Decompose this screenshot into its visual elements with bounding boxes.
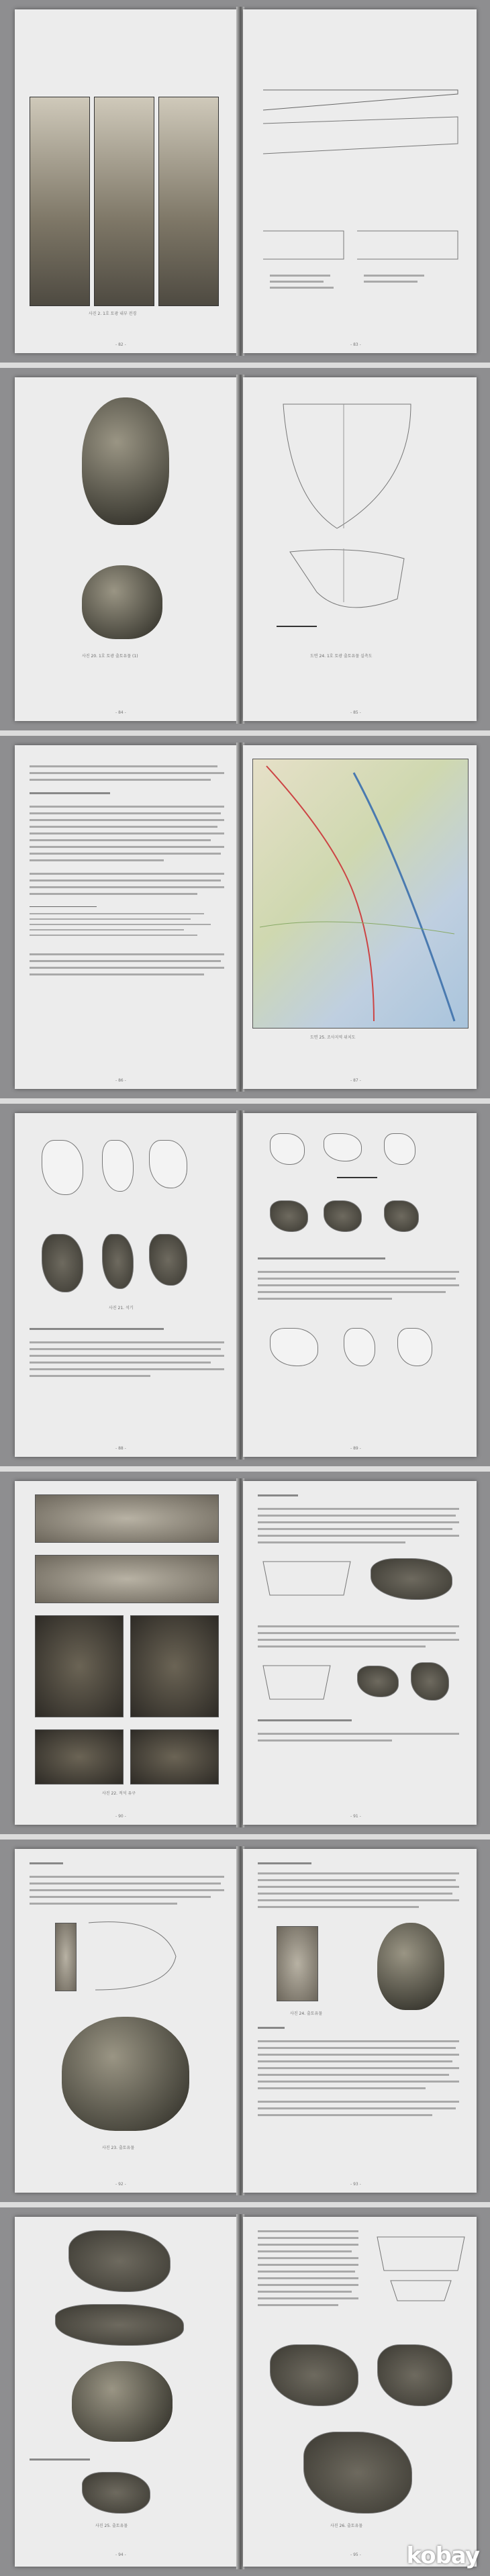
map-roads xyxy=(253,759,468,1028)
page-number: - 92 - xyxy=(115,2182,126,2187)
text-line xyxy=(258,1521,459,1523)
right-page xyxy=(243,2217,477,2567)
text-line xyxy=(30,826,217,828)
text-line xyxy=(258,1639,459,1641)
text-line xyxy=(30,1896,211,1898)
text-line xyxy=(258,1278,456,1280)
photo-caption: 사진 23. 출토유물 xyxy=(102,2146,135,2150)
text-line xyxy=(30,779,211,781)
stone-tool-drawing xyxy=(102,1140,134,1192)
sherd-photo xyxy=(82,2472,150,2514)
page-number: - 85 - xyxy=(350,710,361,715)
text-line xyxy=(30,772,224,774)
section-heading xyxy=(258,2027,285,2029)
text-line xyxy=(258,1284,459,1286)
photo-caption: 사진 2. 1호 토광 내부 전경 xyxy=(89,312,137,316)
footnote-line xyxy=(30,935,197,936)
left-page xyxy=(15,2217,238,2567)
text-line xyxy=(258,2047,456,2049)
left-page xyxy=(15,1481,238,1825)
bowl-fragment-photo xyxy=(55,2304,184,2346)
text-line xyxy=(30,839,211,841)
section-drawing xyxy=(243,9,477,291)
text-line xyxy=(30,1375,150,1377)
text-line xyxy=(258,1515,456,1517)
text-line xyxy=(30,765,217,767)
legend-line xyxy=(270,275,330,277)
text-line xyxy=(258,2257,358,2259)
excavation-photo xyxy=(35,1494,219,1543)
scale-bar xyxy=(337,1177,377,1178)
text-line xyxy=(30,953,224,955)
left-page xyxy=(15,745,238,1089)
text-line xyxy=(258,2291,352,2293)
text-line xyxy=(30,1355,224,1357)
map-caption: 도면 25. 조사지역 위치도 xyxy=(310,1035,356,1040)
artifact-drawing xyxy=(270,1133,305,1165)
legend-line xyxy=(364,275,424,277)
artifact-drawing xyxy=(384,1133,415,1165)
text-line xyxy=(258,1632,456,1634)
page-number: - 82 - xyxy=(115,342,126,347)
stone-tool-photo xyxy=(149,1234,187,1286)
text-line xyxy=(258,2107,456,2109)
text-line xyxy=(30,1882,221,1885)
vessel-profile-drawing xyxy=(82,1916,216,1997)
text-line xyxy=(258,2230,358,2232)
page-number: - 84 - xyxy=(115,710,126,715)
page-number: - 91 - xyxy=(350,1814,361,1819)
left-page xyxy=(15,1849,238,2193)
sherd-photo xyxy=(377,2344,452,2406)
text-line xyxy=(30,893,197,895)
text-line xyxy=(258,2054,459,2056)
text-line xyxy=(258,1535,459,1537)
text-line xyxy=(30,1889,224,1891)
watermark-logo: kobay xyxy=(406,2542,479,2569)
section-heading xyxy=(258,1862,311,1864)
artifact-photo xyxy=(384,1200,419,1232)
text-line xyxy=(258,1899,459,1901)
page-number: - 89 - xyxy=(350,1446,361,1451)
text-line xyxy=(30,819,224,821)
text-line xyxy=(258,2067,459,2069)
text-line xyxy=(30,873,224,875)
book-spread-6 xyxy=(0,1840,490,2202)
text-line xyxy=(258,2284,358,2286)
page-number: - 87 - xyxy=(350,1078,361,1083)
section-heading xyxy=(258,1257,385,1259)
text-line xyxy=(30,960,221,962)
text-line xyxy=(258,1739,392,1742)
footnote-line xyxy=(30,924,211,925)
photo-caption: 사진 24. 출토유물 xyxy=(290,2011,323,2016)
photo-caption: 사진 22. 적석 유구 xyxy=(102,1791,136,1796)
section-heading xyxy=(30,1862,63,1864)
book-spread-1 xyxy=(0,0,490,363)
stone-tool-photo xyxy=(42,1234,83,1292)
page-number: - 94 - xyxy=(115,2553,126,2557)
photo-caption: 사진 25. 출토유물 xyxy=(95,2524,128,2528)
stone-tool-photo xyxy=(102,1234,134,1289)
sherd-photo xyxy=(270,2344,358,2406)
page-number: - 95 - xyxy=(350,2553,361,2557)
stone-tool-drawing xyxy=(149,1140,187,1188)
text-line xyxy=(30,859,164,861)
section-heading xyxy=(30,792,110,794)
text-line xyxy=(30,1362,211,1364)
artifact-drawing xyxy=(270,1328,318,1366)
bowl-photo xyxy=(72,2361,173,2442)
text-line xyxy=(258,2304,338,2306)
text-line xyxy=(258,2114,432,2116)
rubbing-photo xyxy=(277,1926,318,2001)
stone-tool-drawing xyxy=(42,1140,83,1195)
right-page xyxy=(243,1481,477,1825)
artifact-photo xyxy=(324,1200,362,1232)
right-page xyxy=(243,1849,477,2193)
trench-photo-1 xyxy=(30,97,90,306)
text-line xyxy=(258,1733,459,1735)
text-line xyxy=(30,967,224,969)
text-line xyxy=(258,2250,352,2252)
text-line xyxy=(258,1893,452,1895)
scale-bar xyxy=(277,626,317,627)
section-heading xyxy=(258,1494,298,1496)
text-line xyxy=(258,1906,419,1908)
text-line xyxy=(30,1348,221,1350)
text-line xyxy=(258,1528,452,1530)
section-heading xyxy=(30,1328,164,1330)
book-spread-5 xyxy=(0,1472,490,1834)
text-line xyxy=(258,2277,358,2279)
section-heading xyxy=(258,1719,352,1721)
footnote-line xyxy=(30,913,204,914)
photo-caption: 사진 26. 출토유물 xyxy=(330,2524,363,2528)
jar-photo xyxy=(62,2017,189,2131)
text-line xyxy=(258,2271,355,2273)
text-line xyxy=(30,879,221,881)
right-page xyxy=(243,745,477,1089)
text-line xyxy=(258,1298,392,1300)
text-line xyxy=(258,1291,446,1293)
text-line xyxy=(30,1876,224,1878)
artifact-drawing xyxy=(397,1328,432,1366)
text-line xyxy=(30,812,221,814)
book-spread-4 xyxy=(0,1104,490,1466)
text-line xyxy=(30,1341,224,1343)
excavation-photo xyxy=(35,1729,124,1784)
site-location-map xyxy=(252,759,469,1029)
text-line xyxy=(30,806,224,808)
trench-photo-3 xyxy=(158,97,219,306)
excavation-photo xyxy=(130,1615,219,1717)
excavation-photo xyxy=(35,1555,219,1603)
photo-caption: 사진 21. 석기 xyxy=(109,1306,134,1310)
text-line xyxy=(30,1903,177,1905)
bowl-fragment-photo xyxy=(68,2230,170,2292)
photo-caption: 사진 20. 1호 토광 출토유물 (1) xyxy=(82,654,138,659)
left-page xyxy=(15,1113,238,1457)
excavation-photo xyxy=(130,1729,219,1784)
right-page xyxy=(243,377,477,721)
footnote-line xyxy=(30,918,191,920)
text-line xyxy=(258,1625,459,1627)
pottery-photo xyxy=(82,397,169,525)
text-line xyxy=(258,2074,449,2076)
text-line xyxy=(258,1879,456,1881)
text-line xyxy=(258,2297,358,2299)
text-line xyxy=(30,1368,224,1370)
page-number: - 90 - xyxy=(115,1814,126,1819)
artifact-drawing xyxy=(324,1133,362,1161)
artifact-drawing xyxy=(344,1328,375,1366)
drawing-caption: 도면 24. 1호 토광 출토유물 실측도 xyxy=(310,654,373,659)
right-page xyxy=(243,1113,477,1457)
sherd-photo xyxy=(303,2432,412,2514)
legend-line xyxy=(270,287,334,289)
right-page xyxy=(243,9,477,353)
text-line xyxy=(258,1645,426,1648)
page-number: - 88 - xyxy=(115,1446,126,1451)
text-line xyxy=(258,1886,459,1888)
footnote-line xyxy=(30,929,184,931)
page-number: - 93 - xyxy=(350,2182,361,2187)
text-line xyxy=(258,1872,459,1874)
text-line xyxy=(30,973,204,975)
left-page xyxy=(15,9,238,353)
book-spread-2 xyxy=(0,368,490,730)
text-line xyxy=(258,2237,358,2239)
book-spread-7 xyxy=(0,2207,490,2576)
text-line xyxy=(258,2040,459,2042)
text-line xyxy=(258,1508,459,1510)
book-spread-3 xyxy=(0,736,490,1098)
legend-line xyxy=(364,281,418,283)
vessel-drawing xyxy=(243,377,477,659)
jar-photo xyxy=(377,1923,444,2010)
text-line xyxy=(258,2060,452,2062)
text-line xyxy=(30,853,221,855)
text-line xyxy=(258,2244,358,2246)
page-number: - 86 - xyxy=(115,1078,126,1083)
left-page xyxy=(15,377,238,721)
excavation-photo xyxy=(35,1615,124,1717)
artifact-photo xyxy=(270,1200,308,1232)
text-line xyxy=(30,832,224,834)
section-heading xyxy=(30,2459,90,2461)
rubbing-photo xyxy=(55,1923,77,1991)
text-line xyxy=(30,886,224,888)
legend-line xyxy=(270,281,324,283)
text-line xyxy=(258,1271,459,1273)
text-line xyxy=(258,2264,358,2266)
text-line xyxy=(30,846,224,848)
text-line xyxy=(258,2087,426,2089)
trench-photo-2 xyxy=(94,97,154,306)
pottery-fragment-photo xyxy=(82,565,162,639)
footnote-rule xyxy=(30,906,97,907)
text-line xyxy=(258,2081,459,2083)
vessel-profile-drawing xyxy=(371,2230,471,2311)
text-line xyxy=(258,2101,459,2103)
text-line xyxy=(258,1541,405,1543)
page-number: - 83 - xyxy=(350,342,361,347)
